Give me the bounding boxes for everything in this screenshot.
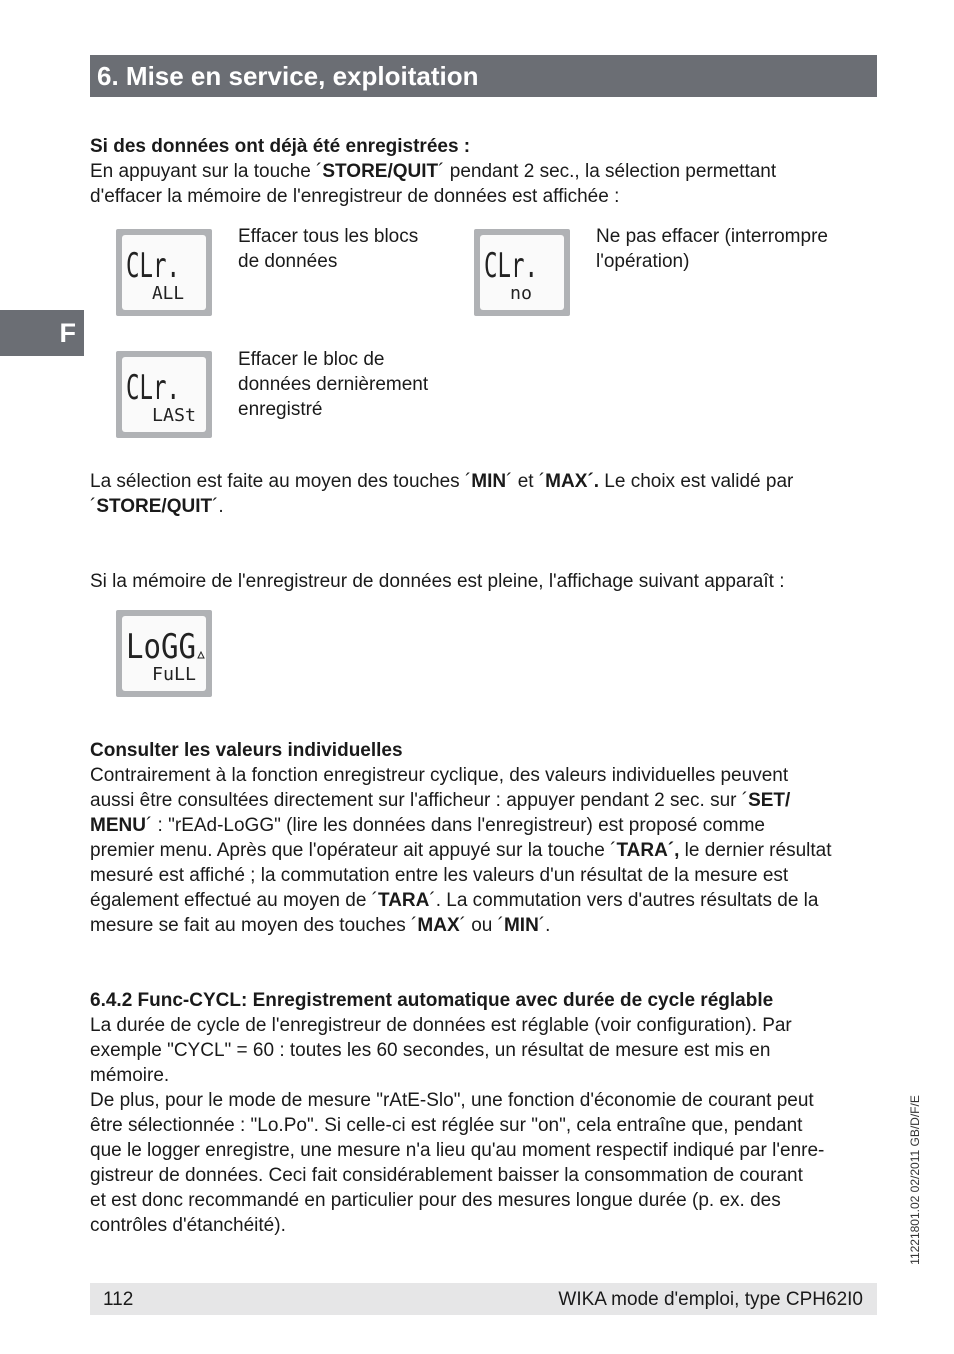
tara-key: TARA	[378, 890, 430, 911]
store-quit-key: STORE/QUIT	[96, 496, 213, 517]
min-key: MIN	[471, 471, 507, 492]
lcd-bottom-text: LASt	[152, 405, 196, 426]
set-menu-key: SET/	[748, 790, 791, 811]
document-title: WIKA mode d'emploi, type CPH62I0	[558, 1289, 863, 1310]
set-menu-key: MENU	[90, 815, 146, 836]
language-tab-letter: F	[59, 318, 76, 348]
lcd-top-text: LoGG	[126, 627, 196, 667]
func-cycl-section: 6.4.2 Func-CYCL: Enregistrement automatique avec durée de cycle réglable La durée de cycle de l'enregistreur de données est réglable (voir configuration). Par exemple "CYCL" = 60 : toutes les 60 secondes, un résultat de mesure est mis en mémoire. De plus, pour le mode de mesure "rAtE-Slo", une fonction d'économie de courant peut être sélectionnée : "Lo.Po". Si celle-ci est réglée sur "on", cela entraîne que, pendant que le logger enregistre, une mesure n'a lieu qu'au moment respectif indiqué par l'enre- gistreur de données. Ceci fait considérablement baisser la consommation de courant et est donc recommandé en particulier pour des mesures longue durée (p. ex. des contrôles d'étanchéité).	[90, 988, 880, 1238]
max-key: MAX	[417, 915, 460, 936]
stored-data-intro	[90, 134, 880, 209]
warning-triangle-icon	[198, 652, 204, 658]
lcd-bottom-text: ALL	[152, 283, 185, 304]
individual-values-section: Consulter les valeurs individuelles Contrairement à la fonction enregistreur cyclique, des valeurs individuelles peuvent aussi être consultées directement sur l'afficheur : appuyer pendant 2 sec. sur ´SET/ MENU´ : "rEAd-LoGG" (lire les données dans l'enregistreur) est proposé comme premier menu. Après que l'opérateur ait appuyé sur la touche ´TARA´, le dernier résultat mesuré est affiché ; la commutation entre les valeurs d'un résultat de la mesure est également effectué au moyen de ´TARA´. La commutation vers d'autres résultats de la mesure se fait au moyen des touches ´MAX´ ou ´MIN´.	[90, 738, 880, 938]
lcd-display-logg-full	[116, 610, 212, 697]
page-number: 112	[103, 1289, 134, 1310]
stored-data-heading: Si des données ont déjà été enregistrées :	[90, 136, 471, 157]
lcd-segments	[122, 616, 206, 691]
max-key: MAX´.	[545, 471, 599, 492]
stored-data-line-1: En appuyant sur la touche ´STORE/QUIT´ pendant 2 sec., la sélection permettant	[90, 161, 777, 182]
lcd-top-text: CLr.	[484, 246, 538, 286]
caption-clr-all: Effacer tous les blocs de données	[238, 226, 419, 272]
lcd-segments	[122, 357, 206, 432]
func-cycl-heading: 6.4.2 Func-CYCL: Enregistrement automatique avec durée de cycle réglable	[90, 990, 774, 1011]
section-title: 6. Mise en service, exploitation	[97, 61, 479, 91]
caption-clr-no: Ne pas effacer (interrompre l'opération)	[596, 226, 828, 272]
selection-instruction: La sélection est faite au moyen des touches ´MIN´ et ´MAX´. Le choix est validé par ´STORE/QUIT´.	[90, 471, 794, 517]
lcd-segments	[122, 235, 206, 310]
min-key: MIN	[503, 915, 539, 936]
lcd-top-text: CLr.	[126, 368, 180, 408]
tara-key: TARA´,	[616, 840, 680, 861]
memory-full-note: Si la mémoire de l'enregistreur de données est pleine, l'affichage suivant apparaît :	[90, 571, 785, 592]
page-footer	[90, 1283, 877, 1315]
lcd-segments	[480, 235, 564, 310]
lcd-bottom-text: no	[510, 283, 532, 304]
individual-values-heading: Consulter les valeurs individuelles	[90, 740, 403, 761]
lcd-display-clr-no	[474, 229, 570, 316]
section-header-bar	[90, 55, 877, 97]
lcd-display-clr-all	[116, 229, 212, 316]
language-tab	[0, 310, 84, 356]
store-quit-key: STORE/QUIT	[322, 161, 439, 182]
stored-data-line-2: d'effacer la mémoire de l'enregistreur de données est affichée :	[90, 186, 620, 207]
lcd-display-clr-last	[116, 351, 212, 438]
lcd-top-text: CLr.	[126, 246, 180, 286]
caption-clr-last: Effacer le bloc de données dernièrement enregistré	[238, 349, 429, 420]
lcd-bottom-text: FuLL	[152, 664, 197, 685]
